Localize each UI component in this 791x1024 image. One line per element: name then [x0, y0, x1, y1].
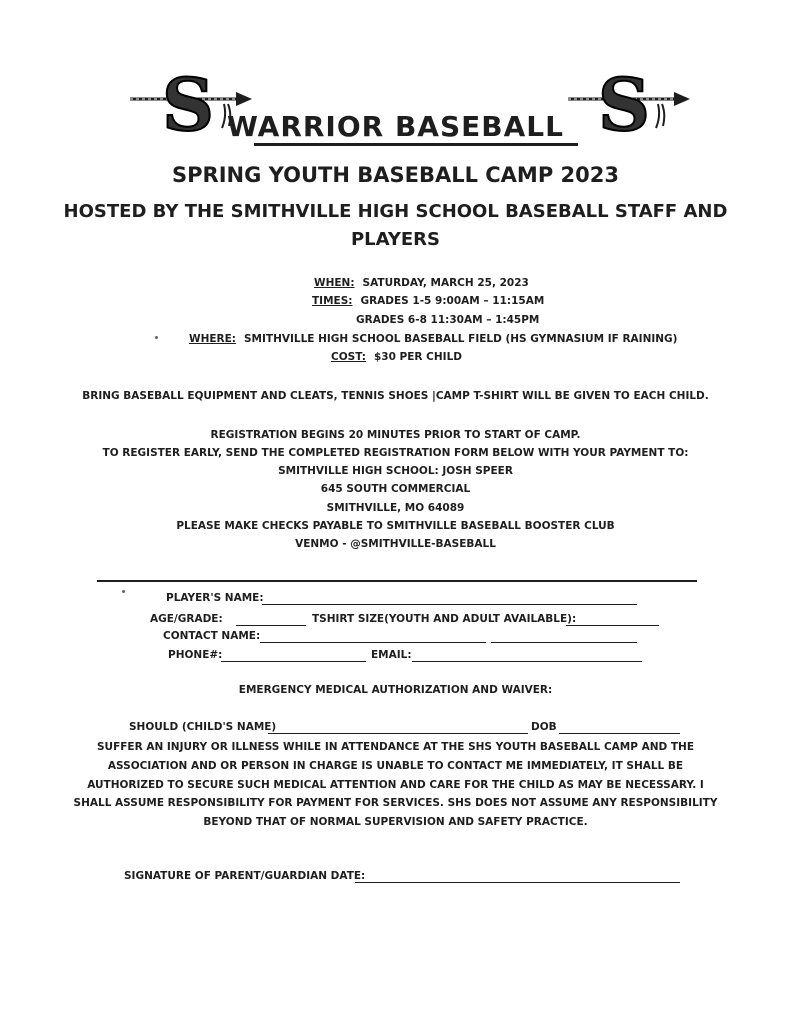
contact-name-field-2[interactable] — [491, 642, 637, 643]
contact-name-label: CONTACT NAME: — [163, 630, 261, 642]
waiver-text-3: AUTHORIZED TO SECURE SUCH MEDICAL ATTENTION AND CARE FOR THE CHILD AS MAY BE NECESSARY. I — [87, 779, 704, 791]
times-value-2: GRADES 6-8 11:30AM – 1:45PM — [356, 314, 540, 326]
waiver-heading: EMERGENCY MEDICAL AUTHORIZATION AND WAIVER: — [238, 684, 553, 696]
registration-address-street: 645 SOUTH COMMERCIAL — [320, 483, 471, 495]
title-underline — [254, 143, 578, 146]
player-name-field[interactable] — [262, 604, 637, 605]
times-value-1: GRADES 1-5 9:00AM – 11:15AM — [360, 295, 545, 307]
dob-field[interactable] — [559, 733, 680, 734]
scan-speck — [122, 590, 125, 593]
phone-label: PHONE#: — [168, 649, 223, 661]
player-name-label: PLAYER'S NAME: — [166, 592, 264, 604]
age-grade-field[interactable] — [236, 625, 306, 626]
checks-payable-note: PLEASE MAKE CHECKS PAYABLE TO SMITHVILLE BASEBALL BOOSTER CLUB — [176, 520, 615, 532]
when-label: WHEN: — [314, 277, 355, 289]
cost-value: $30 PER CHILD — [373, 351, 462, 363]
where-label: WHERE: — [189, 333, 236, 345]
waiver-text-4: SHALL ASSUME RESPONSIBILITY FOR PAYMENT FOR SERVICES. SHS DOES NOT ASSUME ANY RESPONSIBILITY — [73, 797, 718, 809]
hosted-by-line1: HOSTED BY THE SMITHVILLE HIGH SCHOOL BASEBALL STAFF AND — [63, 201, 728, 222]
email-label: EMAIL: — [371, 649, 412, 661]
when-value: SATURDAY, MARCH 25, 2023 — [362, 277, 529, 289]
registration-line-1: REGISTRATION BEGINS 20 MINUTES PRIOR TO START OF CAMP. — [210, 429, 581, 441]
age-grade-label: AGE/GRADE: — [150, 613, 223, 625]
registration-address-name: SMITHVILLE HIGH SCHOOL: JOSH SPEER — [278, 465, 513, 477]
contact-name-field-1[interactable] — [260, 642, 486, 643]
venmo-note: VENMO - @SMITHVILLE-BASEBALL — [295, 538, 496, 550]
child-name-label: SHOULD (CHILD'S NAME) — [129, 721, 277, 733]
tshirt-size-field[interactable] — [566, 625, 659, 626]
registration-line-2: TO REGISTER EARLY, SEND THE COMPLETED REGISTRATION FORM BELOW WITH YOUR PAYMENT TO: — [102, 447, 689, 459]
svg-text:S: S — [162, 66, 214, 138]
when-row — [314, 277, 529, 289]
times-label: TIMES: — [312, 295, 353, 307]
signature-label: SIGNATURE OF PARENT/GUARDIAN DATE: — [124, 870, 366, 882]
svg-text:S: S — [598, 66, 650, 138]
cost-row — [331, 351, 462, 363]
page-title: WARRIOR BASEBALL — [227, 110, 564, 143]
waiver-text-5: BEYOND THAT OF NORMAL SUPERVISION AND SAFETY PRACTICE. — [203, 816, 588, 828]
hosted-by-line2: PLAYERS — [350, 229, 441, 250]
registration-address-city: SMITHVILLE, MO 64089 — [326, 502, 465, 514]
times-row — [312, 295, 544, 307]
section-divider — [97, 580, 697, 582]
camp-subtitle: SPRING YOUTH BASEBALL CAMP 2023 — [172, 163, 619, 187]
scan-speck — [155, 336, 158, 339]
waiver-text-1: SUFFER AN INJURY OR ILLNESS WHILE IN ATTENDANCE AT THE SHS YOUTH BASEBALL CAMP AND THE — [96, 741, 694, 753]
times-row-2 — [356, 314, 539, 326]
waiver-text-2: ASSOCIATION AND OR PERSON IN CHARGE IS UNABLE TO CONTACT ME IMMEDIATELY, IT SHALL BE — [107, 760, 684, 772]
child-name-field[interactable] — [268, 733, 528, 734]
where-value: SMITHVILLE HIGH SCHOOL BASEBALL FIELD (HS GYMNASIUM IF RAINING) — [244, 333, 678, 345]
where-row — [189, 333, 677, 345]
cost-label: COST: — [331, 351, 366, 363]
phone-field[interactable] — [221, 661, 366, 662]
dob-label: DOB — [531, 721, 557, 733]
bring-equipment-note: BRING BASEBALL EQUIPMENT AND CLEATS, TENNIS SHOES |CAMP T-SHIRT WILL BE GIVEN TO EACH CHILD. — [82, 390, 709, 402]
email-field[interactable] — [412, 661, 642, 662]
tshirt-size-label: TSHIRT SIZE(YOUTH AND ADULT AVAILABLE): — [312, 613, 577, 625]
signature-date-field[interactable] — [355, 882, 680, 883]
